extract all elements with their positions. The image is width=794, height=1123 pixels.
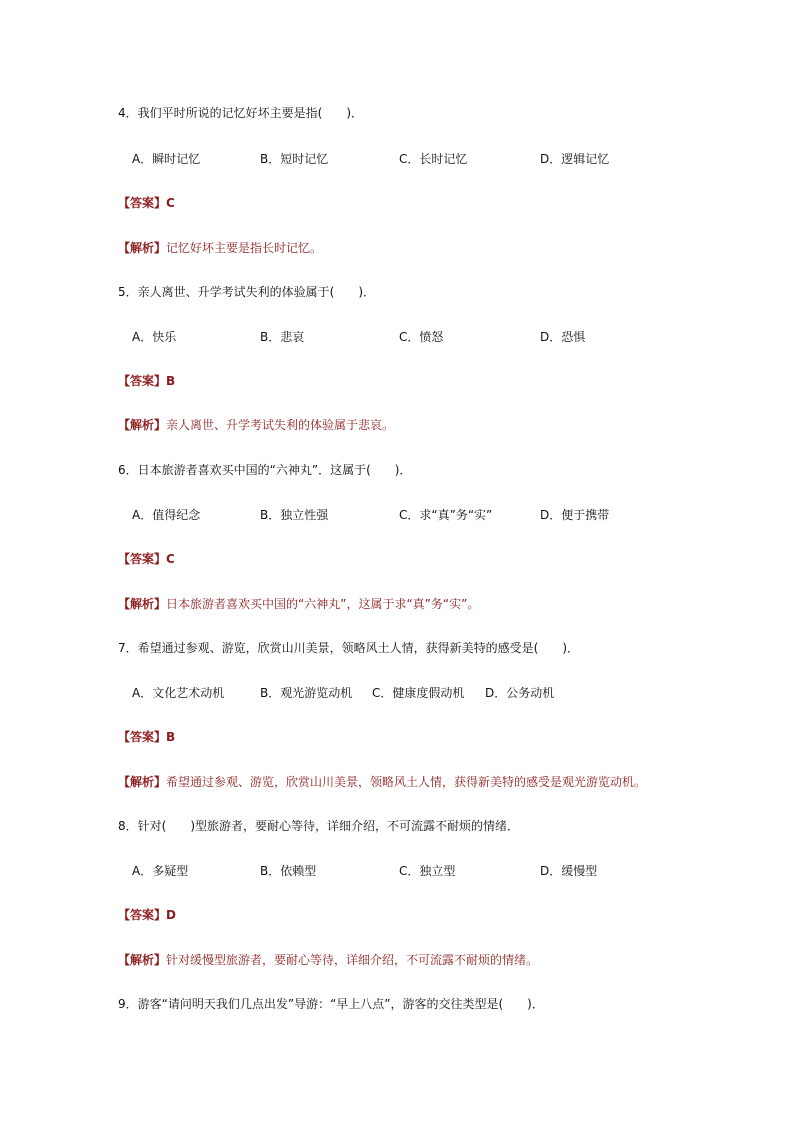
option-b: B．短时记忆 <box>260 152 329 166</box>
option-c: C．独立型 <box>399 864 456 878</box>
analysis-tag: 【解析】 <box>118 597 167 611</box>
question-6: 6．日本旅游者喜欢买中国的“六神丸”．这属于( )． <box>118 463 412 477</box>
option-a: A．文化艺术动机 <box>132 686 225 700</box>
answer-8 <box>118 906 176 923</box>
answer-tag: 【答案】 <box>118 552 167 566</box>
answer-tag: 【答案】 <box>118 374 167 388</box>
analysis-4 <box>118 239 322 256</box>
question-7: 7．希望通过参观、游览，欣赏山川美景，领略风土人情，获得新美特的感受是( )． <box>118 641 580 655</box>
option-d: D．缓慢型 <box>540 864 598 878</box>
analysis-text: 记忆好坏主要是指长时记忆。 <box>166 241 323 255</box>
answer-value: B <box>166 730 176 744</box>
analysis-text: 日本旅游者喜欢买中国的“六神丸”，这属于求“真”务“实”。 <box>166 597 480 611</box>
analysis-text: 亲人离世、升学考试失利的体验属于悲哀。 <box>166 418 395 432</box>
option-b: B．独立性强 <box>260 508 329 522</box>
analysis-tag: 【解析】 <box>118 775 167 789</box>
analysis-5 <box>118 416 394 433</box>
options-5 <box>132 328 692 346</box>
answer-4 <box>118 194 175 211</box>
option-a: A．多疑型 <box>132 864 189 878</box>
answer-value: D <box>166 908 176 922</box>
answer-value: C <box>166 196 175 210</box>
analysis-tag: 【解析】 <box>118 953 167 967</box>
analysis-tag: 【解析】 <box>118 418 167 432</box>
question-4: 4．我们平时所说的记忆好坏主要是指( )． <box>118 106 363 120</box>
options-6 <box>132 506 692 524</box>
question-8: 8．针对( )型旅游者，要耐心等待，详细介绍，不可流露不耐烦的情绪． <box>118 819 520 833</box>
analysis-6 <box>118 595 479 612</box>
analysis-8 <box>118 951 538 968</box>
answer-value: C <box>166 552 175 566</box>
option-d: D．公务动机 <box>485 686 555 700</box>
answer-6 <box>118 550 175 567</box>
option-d: D．逻辑记忆 <box>540 152 610 166</box>
analysis-text: 针对缓慢型旅游者，要耐心等待，详细介绍，不可流露不耐烦的情绪。 <box>166 953 539 967</box>
answer-5 <box>118 372 175 389</box>
answer-tag: 【答案】 <box>118 730 167 744</box>
option-b: B．悲哀 <box>260 330 305 344</box>
question-5: 5．亲人离世、升学考试失利的体验属于( )． <box>118 285 375 299</box>
option-c: C．求“真”务“实” <box>399 508 493 522</box>
question-9: 9．游客“请问明天我们几点出发”导游：“早上八点”，游客的交往类型是( )． <box>118 997 544 1011</box>
analysis-text: 希望通过参观、游览，欣赏山川美景，领略风土人情，获得新美特的感受是观光游览动机。 <box>166 775 647 789</box>
analysis-tag: 【解析】 <box>118 241 167 255</box>
option-c: C．愤怒 <box>399 330 444 344</box>
option-c: C．健康度假动机 <box>372 686 465 700</box>
option-b: B．观光游览动机 <box>260 686 353 700</box>
options-4 <box>132 150 692 168</box>
option-b: B．依赖型 <box>260 864 317 878</box>
answer-tag: 【答案】 <box>118 908 167 922</box>
answer-7 <box>118 728 175 745</box>
option-a: A．快乐 <box>132 330 177 344</box>
analysis-7 <box>118 773 646 790</box>
options-8 <box>132 862 692 880</box>
option-d: D．便于携带 <box>540 508 610 522</box>
options-7 <box>132 684 692 702</box>
option-a: A．值得纪念 <box>132 508 201 522</box>
option-c: C．长时记忆 <box>399 152 468 166</box>
option-d: D．恐惧 <box>540 330 586 344</box>
option-a: A．瞬时记忆 <box>132 152 201 166</box>
answer-value: B <box>166 374 176 388</box>
answer-tag: 【答案】 <box>118 196 167 210</box>
